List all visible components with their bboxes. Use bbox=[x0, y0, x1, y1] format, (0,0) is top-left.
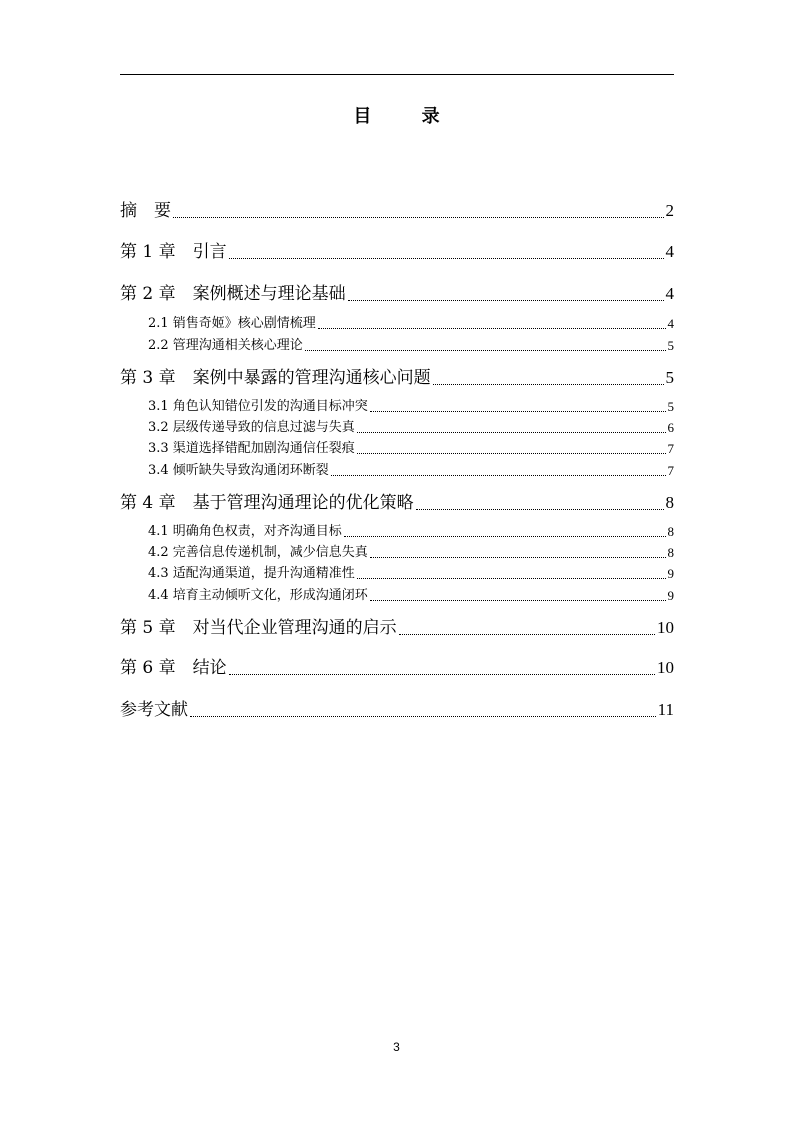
toc-entry[interactable] bbox=[120, 616, 674, 640]
toc-entry-page-number: 7 bbox=[667, 463, 674, 478]
toc-entry-label: 4.1 明确角色权责，对齐沟通目标 bbox=[148, 524, 342, 539]
toc-entry[interactable] bbox=[120, 366, 674, 390]
toc-entry[interactable] bbox=[120, 491, 674, 515]
toc-entry-label: 3.1 角色认知错位引发的沟通目标冲突 bbox=[148, 399, 368, 414]
toc-dot-leader bbox=[433, 366, 664, 390]
toc-entry-page-number: 5 bbox=[667, 338, 674, 353]
toc-title: 目 录 bbox=[353, 106, 462, 127]
toc-entry[interactable] bbox=[148, 419, 674, 437]
toc-entry-page-number: 10 bbox=[657, 618, 674, 637]
toc-dot-leader bbox=[318, 315, 666, 333]
header-rule bbox=[120, 74, 674, 75]
toc-entry[interactable] bbox=[120, 656, 674, 680]
toc-dot-leader bbox=[229, 656, 655, 680]
toc-entry[interactable] bbox=[120, 698, 674, 722]
toc-entry[interactable] bbox=[120, 199, 674, 223]
toc-entry-label: 第 4 章 基于管理沟通理论的优化策略 bbox=[120, 493, 414, 513]
toc-entry-page-number: 2 bbox=[665, 201, 674, 220]
toc-entry-page-number: 8 bbox=[667, 524, 674, 539]
toc-entry-label: 4.4 培育主动倾听文化，形成沟通闭环 bbox=[148, 588, 368, 603]
toc-entry-label: 参考文献 bbox=[120, 700, 188, 720]
toc-entry-label: 2.2 管理沟通相关核心理论 bbox=[148, 338, 303, 353]
toc-dot-leader bbox=[357, 419, 666, 437]
toc-entry[interactable] bbox=[148, 587, 674, 605]
toc-entry-label: 摘 要 bbox=[120, 201, 171, 221]
toc-entry-label: 2.1 销售奇姬》核心剧情梳理 bbox=[148, 316, 316, 331]
toc-entry-label: 第 5 章 对当代企业管理沟通的启示 bbox=[120, 618, 397, 638]
toc-entry-label: 3.4 倾听缺失导致沟通闭环断裂 bbox=[148, 463, 329, 478]
toc-entry[interactable] bbox=[120, 240, 674, 264]
toc-entry-label: 第 2 章 案例概述与理论基础 bbox=[120, 284, 346, 304]
toc-dot-leader bbox=[190, 698, 656, 722]
toc-entry[interactable] bbox=[148, 523, 674, 541]
toc-entry[interactable] bbox=[148, 565, 674, 583]
toc-entry-page-number: 10 bbox=[657, 658, 674, 677]
toc-entry-page-number: 11 bbox=[657, 700, 674, 719]
toc-dot-leader bbox=[416, 491, 664, 515]
toc-entry-label: 4.3 适配沟通渠道，提升沟通精准性 bbox=[148, 566, 355, 581]
toc-entry-label: 第 6 章 结论 bbox=[120, 658, 227, 678]
toc-entry-page-number: 4 bbox=[665, 284, 674, 303]
toc-entry-label: 3.2 层级传递导致的信息过滤与失真 bbox=[148, 420, 355, 435]
toc-dot-leader bbox=[370, 398, 666, 416]
toc-dot-leader bbox=[399, 616, 655, 640]
toc-entry-page-number: 9 bbox=[667, 588, 674, 603]
toc-entry-page-number: 5 bbox=[667, 399, 674, 414]
toc-dot-leader bbox=[173, 199, 664, 223]
page-number: 3 bbox=[393, 1040, 400, 1054]
toc-dot-leader bbox=[357, 565, 666, 583]
toc-entry-label: 第 1 章 引言 bbox=[120, 242, 227, 262]
toc-entry-page-number: 5 bbox=[665, 368, 674, 387]
toc-entry[interactable] bbox=[120, 282, 674, 306]
toc-entry[interactable] bbox=[148, 337, 674, 355]
toc-entry-page-number: 4 bbox=[665, 242, 674, 261]
toc-entry[interactable] bbox=[148, 315, 674, 333]
toc-dot-leader bbox=[370, 587, 666, 605]
toc-entry-page-number: 8 bbox=[667, 545, 674, 560]
toc-entry-page-number: 8 bbox=[665, 493, 674, 512]
toc-entry[interactable] bbox=[148, 440, 674, 458]
toc-dot-leader bbox=[348, 282, 664, 306]
toc-entry-page-number: 7 bbox=[667, 441, 674, 456]
toc-dot-leader bbox=[331, 462, 666, 480]
toc-entry[interactable] bbox=[148, 544, 674, 562]
toc-dot-leader bbox=[305, 337, 666, 355]
toc-dot-leader bbox=[370, 544, 666, 562]
toc-entry-page-number: 6 bbox=[667, 420, 674, 435]
toc-dot-leader bbox=[357, 440, 666, 458]
toc-entry[interactable] bbox=[148, 462, 674, 480]
toc-dot-leader bbox=[229, 240, 664, 264]
toc-entry-label: 第 3 章 案例中暴露的管理沟通核心问题 bbox=[120, 368, 431, 388]
toc-entry[interactable] bbox=[148, 398, 674, 416]
toc-entry-label: 3.3 渠道选择错配加剧沟通信任裂痕 bbox=[148, 441, 355, 456]
toc-dot-leader bbox=[344, 523, 666, 541]
toc-entry-page-number: 9 bbox=[667, 566, 674, 581]
toc-entry-label: 4.2 完善信息传递机制，减少信息失真 bbox=[148, 545, 368, 560]
toc-entry-page-number: 4 bbox=[667, 316, 674, 331]
